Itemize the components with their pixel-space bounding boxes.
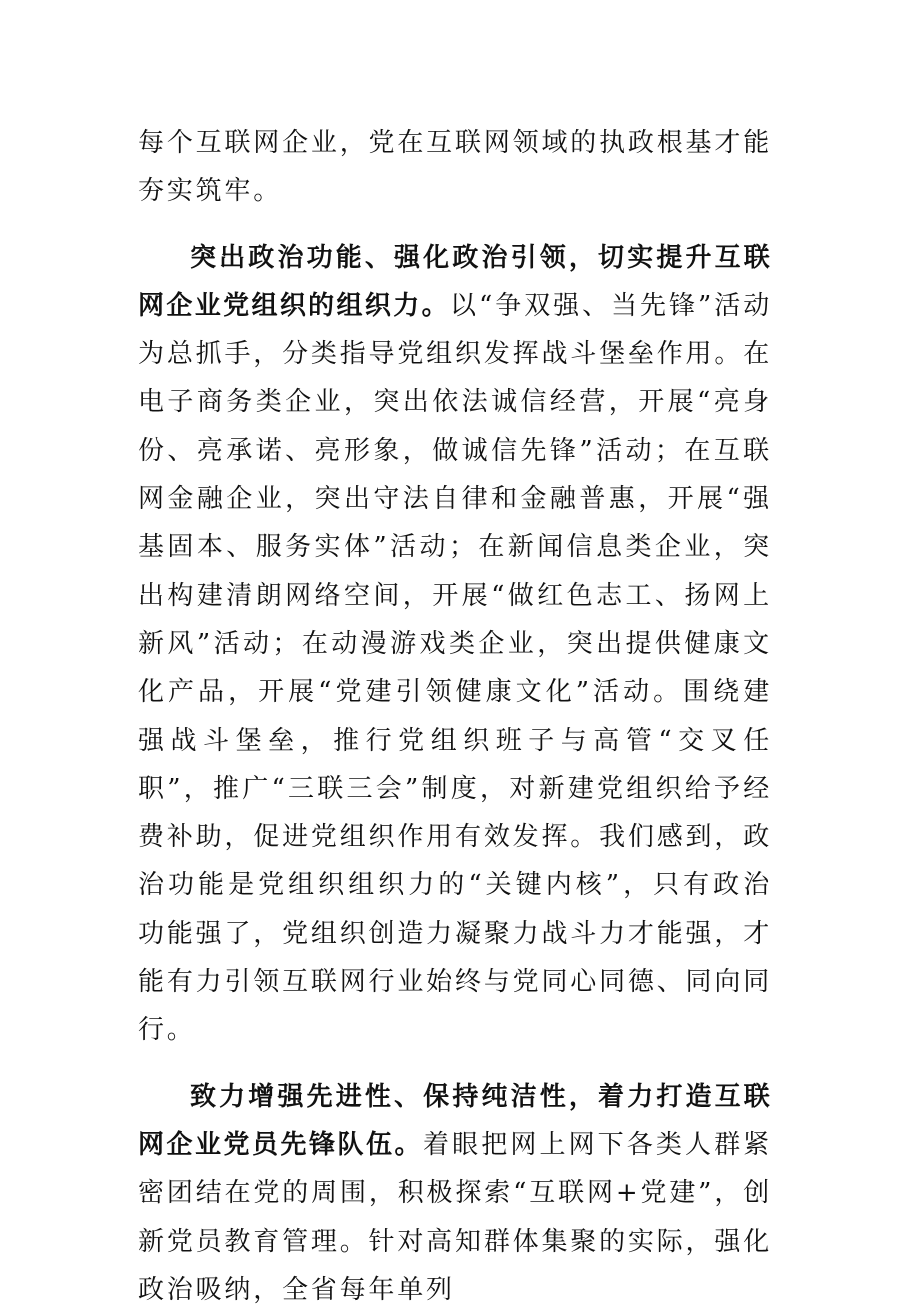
document-body — [138, 119, 772, 1314]
paragraph-party-members — [138, 1073, 772, 1314]
paragraph-heading: 突出政治功能、强化政治引领，切实提升互联网企业党组织的组织力。 — [138, 242, 772, 321]
paragraph-text: 以“争双强、当先锋”活动为总抓手，分类指导党组织发挥战斗堡垒作用。在电子商务类企业，突出依法诚信经营，开展“亮身份、亮承诺、亮形象，做诚信先锋”活动；在互联网金融企业，突出守法自律和金融普惠，开展“强基固本、服务实体”活动；在新闻信息类企业，突出构建清朗网络空间，开展“做红色志工、扬网上新风”活动；在动漫游戏类企业，突出提供健康文化产品，开展“党建引领健康文化”活动。围绕建强战斗堡垒，推行党组织班子与高管“交叉任职”，推广“三联三会”制度，对新建党组织给予经费补助，促进党组织作用有效发挥。我们感到，政治功能是党组织组织力的“关键内核”，只有政治功能强了，党组织创造力凝聚力战斗力才能强，才能有力引领互联网行业始终与党同心同德、同向同行。 — [138, 290, 773, 1046]
paragraph-heading: 致力增强先进性、保持纯洁性，着力打造互联网企业党员先锋队伍。 — [138, 1081, 772, 1160]
paragraph-text: 每个互联网企业，党在互联网领域的执政根基才能夯实筑牢。 — [138, 128, 772, 207]
paragraph-text: 着眼把网上网下各类人群紧密团结在党的周围，积极探索“互联网+党建”，创新党员教育管理。针对高知群体集聚的实际，强化政治吸纳，全省每年单列 — [138, 1129, 772, 1305]
paragraph-continuation — [138, 119, 772, 216]
paragraph-party-organization — [138, 234, 772, 1055]
